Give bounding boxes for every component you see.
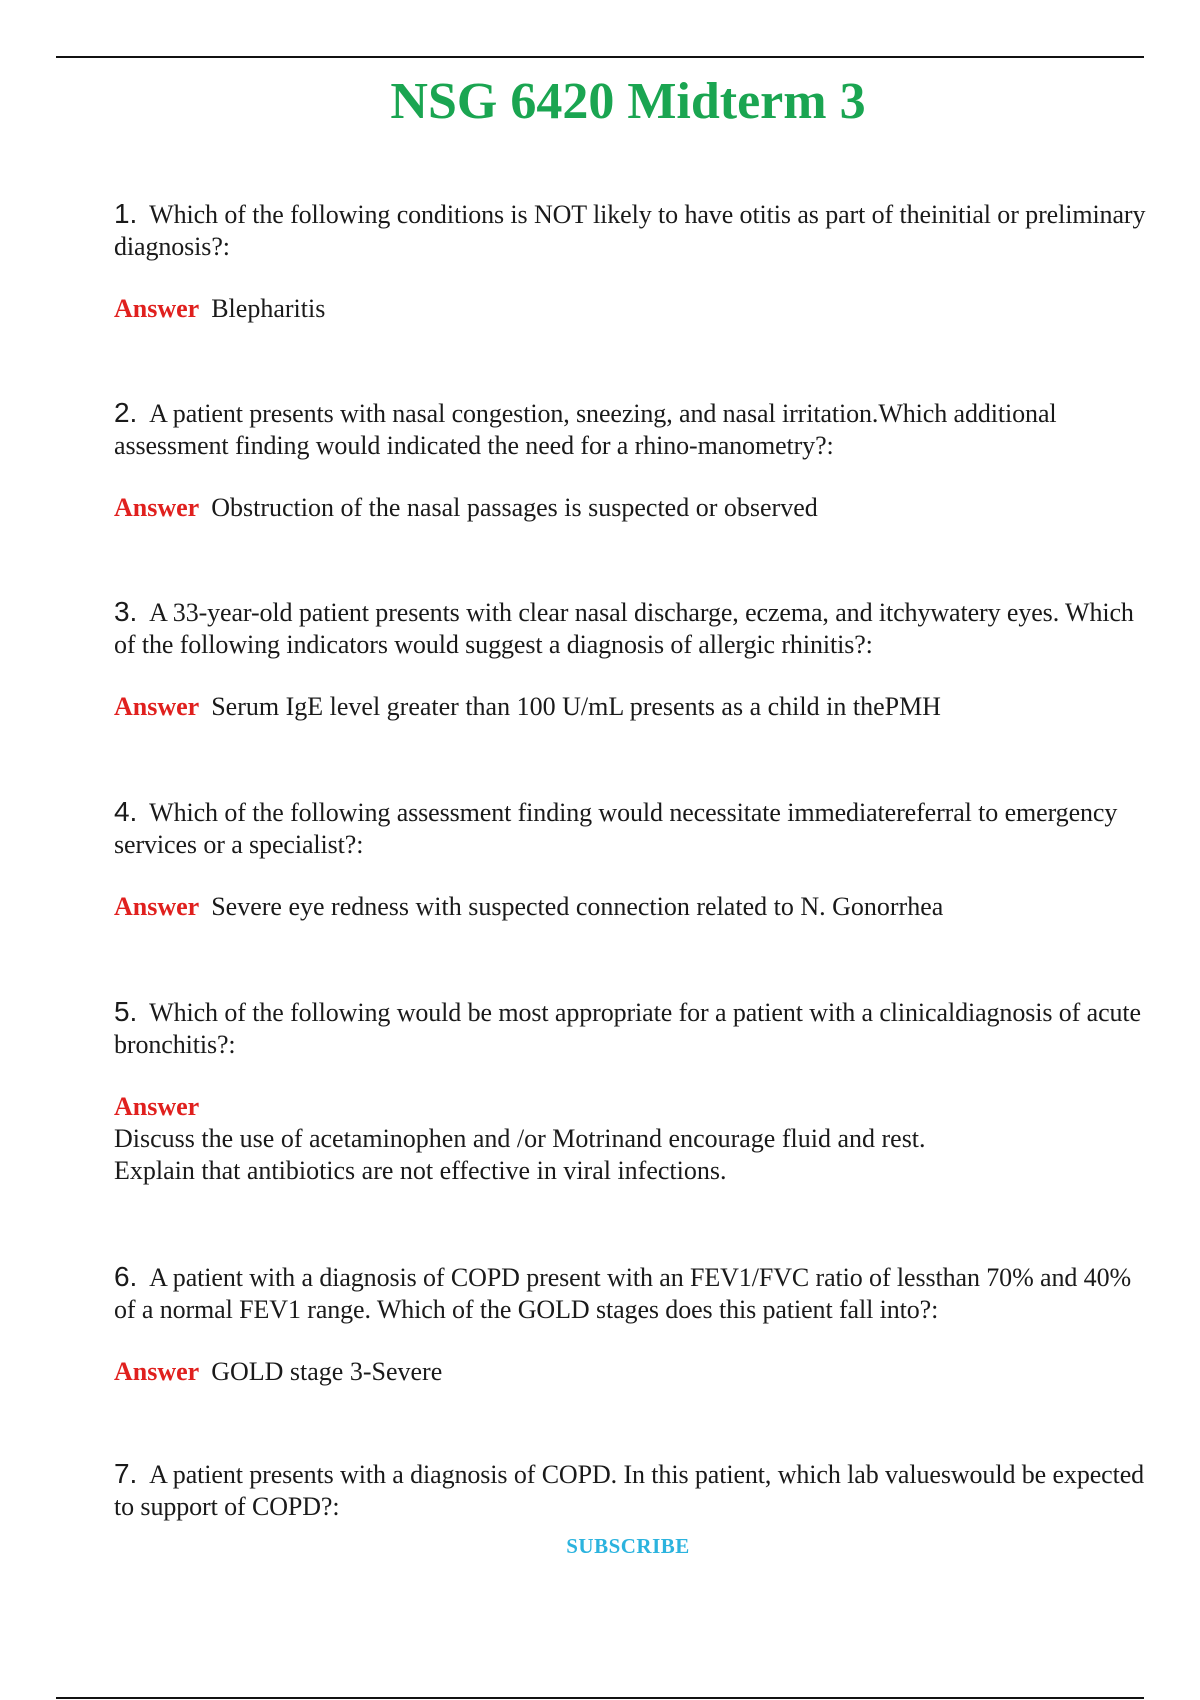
answer-text: Serum IgE level greater than 100 U/mL presents as a child in thePMH — [211, 692, 941, 721]
answer-label: Answer — [114, 294, 200, 323]
question-number: 2. — [114, 397, 138, 428]
answer — [114, 891, 1154, 923]
answer-label: Answer — [114, 1357, 200, 1386]
answer-text-line-1: Discuss the use of acetaminophen and /or Motrinand encourage fluid and rest. — [114, 1124, 926, 1153]
answer — [114, 1091, 1154, 1187]
question-text: 3. A 33-year-old patient presents with clear nasal discharge, eczema, and itchywatery eyes. Which of the following indicators would suggest a diagnosis of allergic rhinitis?: — [114, 596, 1134, 659]
question-text: 4. Which of the following assessment finding would necessitate immediatereferral to emergency services or a specialist?: — [114, 796, 1118, 859]
question-4 — [114, 796, 1154, 923]
question-text: 5. Which of the following would be most appropriate for a patient with a clinicaldiagnosis of acute bronchitis?: — [114, 996, 1141, 1059]
answer-text: Blepharitis — [211, 294, 326, 323]
question-1 — [114, 198, 1154, 325]
top-rule — [56, 56, 1144, 58]
answer-label: Answer — [114, 892, 200, 921]
question-text: 1. Which of the following conditions is NOT likely to have otitis as part of theinitial or preliminary diagnosis?: — [114, 198, 1146, 261]
question-number: 4. — [114, 796, 138, 827]
question-number: 1. — [114, 198, 138, 229]
question-number: 3. — [114, 596, 138, 627]
question-number: 5. — [114, 996, 138, 1027]
answer — [114, 691, 1154, 723]
answer-text: GOLD stage 3-Severe — [211, 1357, 443, 1386]
question-5 — [114, 996, 1154, 1187]
question-number: 6. — [114, 1261, 138, 1292]
question-2 — [114, 397, 1154, 524]
answer — [114, 1356, 1154, 1388]
answer-label: Answer — [114, 692, 200, 721]
answer-text: Severe eye redness with suspected connection related to N. Gonorrhea — [211, 892, 944, 921]
question-number: 7. — [114, 1458, 138, 1489]
bottom-rule — [56, 1697, 1144, 1699]
question-7 — [114, 1458, 1154, 1523]
answer — [114, 492, 1154, 524]
page-title: NSG 6420 Midterm 3 — [390, 73, 866, 130]
answer — [114, 293, 1154, 325]
question-3 — [114, 596, 1154, 723]
question-text: 2. A patient presents with nasal congestion, sneezing, and nasal irritation.Which additional assessment finding would indicated the need for a rhino-manometry?: — [114, 397, 1057, 460]
question-6 — [114, 1261, 1154, 1388]
answer-text-line-2: Explain that antibiotics are not effective in viral infections. — [114, 1156, 727, 1185]
question-text: 6. A patient with a diagnosis of COPD present with an FEV1/FVC ratio of lessthan 70% and 40% of a normal FEV1 range. Which of the GOLD stages does this patient fall into?: — [114, 1261, 1132, 1324]
question-text: 7. A patient presents with a diagnosis of COPD. In this patient, which lab valueswould be expected to support of COPD?: — [114, 1458, 1145, 1521]
answer-text: Obstruction of the nasal passages is suspected or observed — [211, 493, 818, 522]
subscribe-link[interactable]: SUBSCRIBE — [566, 1534, 690, 1558]
answer-label: Answer — [114, 493, 200, 522]
answer-label: Answer — [114, 1092, 200, 1121]
